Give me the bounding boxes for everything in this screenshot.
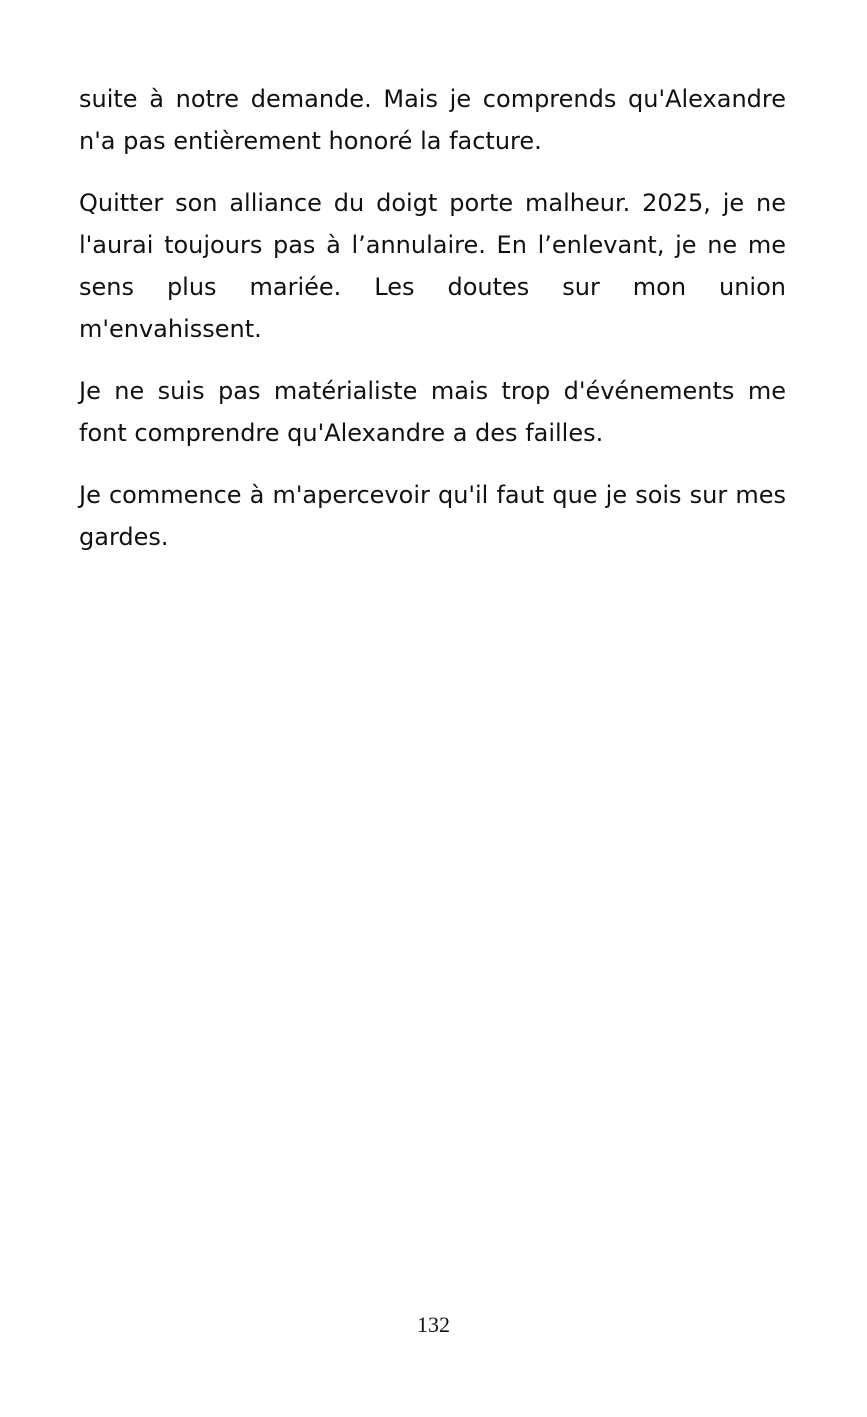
paragraph-2: Quitter son alliance du doigt porte malheur. 2025, je ne l'aurai toujours pas à l’annulaire. En l’enlevant, je ne me sens plus mariée. Les doutes sur mon union m'envahissent.: [79, 189, 786, 343]
paragraph-1: suite à notre demande. Mais je comprends qu'Alexandre n'a pas entièrement honoré la facture.: [79, 85, 786, 155]
body-text: [79, 78, 786, 578]
page-number: 132: [417, 1312, 450, 1337]
paragraph-4: Je commence à m'apercevoir qu'il faut que je sois sur mes gardes.: [79, 481, 786, 551]
paragraph-3: Je ne suis pas matérialiste mais trop d'événements me font comprendre qu'Alexandre a des failles.: [79, 377, 786, 447]
